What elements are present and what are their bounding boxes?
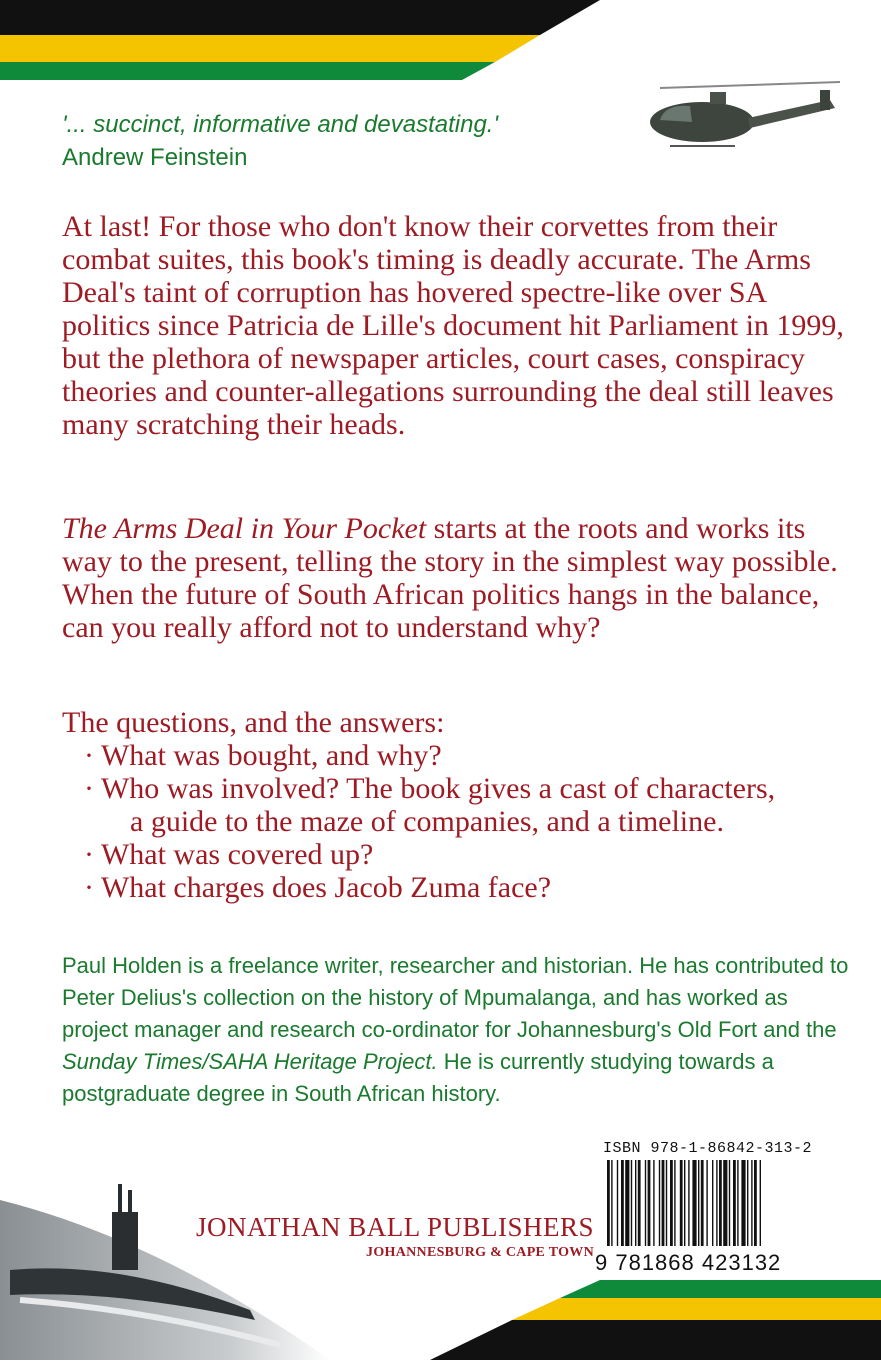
barcode-bar <box>674 1160 675 1246</box>
barcode-bar <box>692 1160 696 1246</box>
barcode-bar <box>706 1160 707 1246</box>
barcode-bar <box>631 1160 632 1246</box>
barcode-bar <box>653 1160 654 1246</box>
list-item: · What was covered up? <box>84 838 374 871</box>
list-item: · What was bought, and why? <box>84 739 442 772</box>
list-item: · Who was involved? The book gives a cast of characters, a guide to the maze of companies, and a timeline. <box>84 772 852 838</box>
heritage-project-name: Sunday Times/SAHA Heritage Project. <box>62 1049 438 1074</box>
barcode-bar <box>747 1160 748 1246</box>
barcode-bar <box>733 1160 736 1246</box>
question-text: Who was involved? The book gives a cast of characters, <box>100 772 776 805</box>
barcode-bar <box>712 1160 713 1246</box>
isbn-label: ISBN 978-1-86842-313-2 <box>603 1140 813 1157</box>
isbn-barcode <box>595 1140 841 1276</box>
helicopter-image <box>640 60 850 150</box>
questions-heading: The questions, and the answers: <box>62 706 445 739</box>
questions-list <box>62 739 852 904</box>
barcode-bar <box>662 1160 665 1246</box>
barcode-bar <box>698 1160 699 1246</box>
quote-text: '... succinct, informative and devastating.' <box>62 111 499 138</box>
quote-attribution: Andrew Feinstein <box>62 144 248 171</box>
barcode-bar <box>670 1160 673 1246</box>
bottom-flag-stripe <box>0 1280 881 1360</box>
barcode-bar <box>723 1160 727 1246</box>
author-bio-text-1: Paul Holden is a freelance writer, researcher and historian. He has contributed to Peter Delius's collection on the history of Mpumalanga, and has worked as project manager and research co-ordinator for Johannesburg's Old Fort and the <box>62 953 849 1042</box>
barcode-bar <box>648 1160 651 1246</box>
question-text: What was covered up? <box>100 838 374 871</box>
barcode-bar <box>729 1160 730 1246</box>
barcode-bar <box>719 1160 722 1246</box>
publisher-name: JONATHAN BALL PUBLISHERS <box>196 1212 595 1242</box>
publisher-cities: JOHANNESBURG & CAPE TOWN <box>366 1245 595 1260</box>
question-text: What charges does Jacob Zuma face? <box>100 871 552 904</box>
barcode-digits: 9 781868 423132 <box>595 1250 782 1275</box>
barcode-bar <box>688 1160 689 1246</box>
blurb-paragraph-2-text: starts at the roots and works its way to the present, telling the story in the simplest way possible. When the future of South African politics hangs in the balance, can you really afford not to understand why? <box>62 512 838 644</box>
barcode-bar <box>621 1160 624 1246</box>
barcode-bar <box>751 1160 752 1246</box>
barcode-bar <box>737 1160 738 1246</box>
barcode-bar <box>607 1160 610 1246</box>
barcode-bar <box>638 1160 641 1246</box>
barcode-bar <box>741 1160 745 1246</box>
question-continued: a guide to the maze of companies, and a timeline. <box>130 805 724 838</box>
barcode-bar <box>684 1160 685 1246</box>
list-item: · What charges does Jacob Zuma face? <box>84 871 552 904</box>
barcode-bar <box>701 1160 704 1246</box>
barcode-bar <box>659 1160 660 1246</box>
question-text: What was bought, and why? <box>100 739 442 772</box>
publisher-block <box>196 1212 594 1261</box>
barcode-bar <box>666 1160 667 1246</box>
endorsement-quote <box>62 108 498 174</box>
barcode-bar <box>625 1160 629 1246</box>
author-bio <box>62 950 852 1110</box>
barcode-bar <box>716 1160 717 1246</box>
barcode-bar <box>611 1160 612 1246</box>
blurb-paragraph-1: At last! For those who don't know their corvettes from their combat suites, this book's timing is deadly accurate. The Arms Deal's taint of corruption has hovered spectre-like over SA politics since Patricia de Lille's document hit Parliament in 1999, but the plethora of newspaper articles, court cases, conspiracy theories and counter-allegations surrounding the deal still leaves many scratching their heads. <box>62 210 844 441</box>
barcode-bar <box>754 1160 757 1246</box>
barcode-bar <box>617 1160 618 1246</box>
barcode-bar <box>680 1160 683 1246</box>
blurb-paragraph-2 <box>62 512 852 644</box>
barcode-bars <box>595 1160 841 1248</box>
barcode-bar <box>635 1160 636 1246</box>
barcode-bar <box>760 1160 761 1246</box>
barcode-bar <box>645 1160 646 1246</box>
author-bio-text-2: He is currently studying towards a postgraduate degree in South African history. <box>62 1049 774 1106</box>
questions-section <box>62 706 852 904</box>
book-title: The Arms Deal in Your Pocket <box>62 512 427 545</box>
